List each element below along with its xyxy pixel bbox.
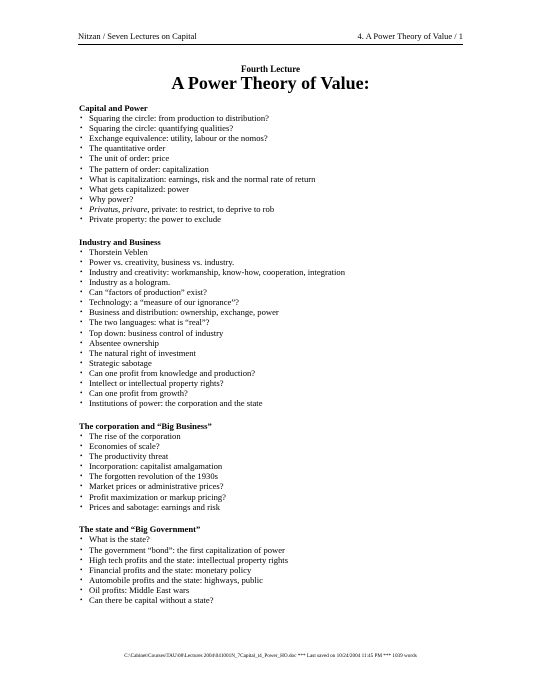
- item-text-italic: Privatus, privare,: [89, 203, 150, 214]
- item-text: The rise of the corporation: [89, 431, 181, 441]
- item-text: The unit of order: price: [89, 153, 170, 164]
- item-text: Power vs. creativity, business vs. industry.: [89, 256, 235, 267]
- bullet-icon: •: [80, 124, 83, 133]
- list-item: [79, 277, 479, 287]
- bullet-icon: •: [80, 555, 83, 564]
- bullet-icon: •: [80, 432, 83, 440]
- bullet-icon: •: [80, 545, 83, 554]
- bullet-icon: •: [80, 565, 83, 574]
- bullet-icon: •: [80, 399, 83, 408]
- list-item: [79, 431, 479, 441]
- bullet-icon: •: [80, 215, 83, 224]
- bullet-icon: •: [80, 368, 83, 377]
- bullet-icon: •: [80, 358, 83, 367]
- list-item: [79, 204, 479, 214]
- header-left: Nitzan / Seven Lectures on Capital: [78, 31, 197, 41]
- list-item: [79, 398, 479, 408]
- item-text: Economies of scale?: [89, 441, 160, 452]
- item-text: Private property: the power to exclude: [89, 214, 221, 225]
- item-text: Can one profit from growth?: [89, 388, 188, 399]
- section-heading: The state and “Big Government”: [79, 524, 201, 535]
- list-item: [79, 565, 479, 575]
- item-text: Intellect or intellectual property rights?: [89, 378, 224, 389]
- item-text: Top down: business control of industry: [89, 327, 224, 338]
- bullet-icon: •: [80, 338, 83, 347]
- bullet-list: [79, 534, 479, 605]
- item-text: High tech profits and the state: intellectual property rights: [89, 554, 289, 565]
- list-item: [79, 358, 479, 368]
- bullet-icon: •: [80, 257, 83, 266]
- header-right: 4. A Power Theory of Value / 1: [357, 31, 463, 41]
- item-text: What is capitalization: earnings, risk and the normal rate of return: [89, 173, 316, 184]
- list-item: [79, 184, 479, 194]
- list-item: [79, 338, 479, 348]
- list-item: [79, 317, 479, 327]
- item-text: Strategic sabotage: [89, 357, 152, 368]
- bullet-icon: •: [80, 144, 83, 153]
- list-item: [79, 194, 479, 204]
- bullet-icon: •: [80, 174, 83, 183]
- bullet-icon: •: [80, 502, 83, 511]
- bullet-icon: •: [80, 318, 83, 327]
- bullet-icon: •: [80, 308, 83, 317]
- bullet-icon: •: [80, 472, 83, 481]
- list-item: [79, 287, 479, 297]
- lecture-outline: [79, 103, 479, 618]
- list-item: [79, 595, 479, 605]
- bullet-icon: •: [80, 247, 83, 256]
- list-item: [79, 545, 479, 555]
- item-text: Squaring the circle: from production to distribution?: [89, 113, 269, 124]
- item-text-rest: private: to restrict, to deprive to rob: [149, 203, 275, 214]
- bullet-icon: •: [80, 575, 83, 584]
- bullet-icon: •: [80, 134, 83, 143]
- item-text: The natural right of investment: [89, 347, 196, 358]
- bullet-icon: •: [80, 164, 83, 173]
- bullet-icon: •: [80, 585, 83, 594]
- list-item: [79, 123, 479, 133]
- bullet-icon: •: [80, 114, 83, 123]
- bullet-icon: •: [80, 278, 83, 287]
- item-text: The productivity threat: [89, 451, 169, 462]
- bullet-icon: •: [80, 268, 83, 276]
- item-text: Exchange equivalence: utility, labour or the nomos?: [89, 133, 268, 144]
- list-item: [79, 348, 479, 358]
- list-item: [79, 471, 479, 481]
- outline-section: [79, 237, 479, 409]
- bullet-icon: •: [80, 288, 83, 297]
- list-item: [79, 555, 479, 565]
- list-item: [79, 575, 479, 585]
- item-text: Business and distribution: ownership, exchange, power: [89, 307, 279, 318]
- item-text: Can one profit from knowledge and production?: [89, 367, 256, 378]
- item-text: Thorstein Veblen: [89, 246, 148, 257]
- item-text: Industry and creativity: workmanship, know-how, cooperation, integration: [89, 267, 345, 277]
- bullet-icon: •: [80, 194, 83, 203]
- list-item: [79, 585, 479, 595]
- list-item: [79, 247, 479, 257]
- bullet-icon: •: [80, 452, 83, 461]
- bullet-icon: •: [80, 328, 83, 337]
- list-item: [79, 307, 479, 317]
- bullet-icon: •: [80, 596, 83, 604]
- item-text: Technology: a “measure of our ignorance”?: [89, 297, 239, 308]
- list-item: [79, 451, 479, 461]
- list-item: [79, 267, 479, 277]
- bullet-icon: •: [80, 154, 83, 163]
- item-text: Prices and sabotage: earnings and risk: [89, 501, 221, 512]
- list-item: [79, 388, 479, 398]
- section-heading: The corporation and “Big Business”: [79, 420, 212, 431]
- list-item: [79, 492, 479, 502]
- list-item: [79, 143, 479, 153]
- item-text: Industry as a hologram.: [89, 277, 171, 288]
- item-text: The two languages: what is “real”?: [89, 317, 210, 328]
- list-item: [79, 133, 479, 143]
- list-item: [79, 174, 479, 184]
- bullet-list: [79, 247, 479, 409]
- item-text: Why power?: [89, 193, 134, 204]
- bullet-icon: •: [80, 389, 83, 398]
- list-item: [79, 297, 479, 307]
- list-item: [79, 164, 479, 174]
- item-text: Can there be capital without a state?: [89, 595, 214, 605]
- item-text: Financial profits and the state: monetary policy: [89, 564, 252, 575]
- bullet-icon: •: [80, 462, 83, 471]
- lecture-subtitle: Fourth Lecture: [240, 64, 301, 74]
- bullet-list: [79, 113, 479, 224]
- page-title: A Power Theory of Value:: [171, 73, 370, 93]
- item-text: The pattern of order: capitalization: [89, 163, 209, 174]
- footer-file-path: C:\Cabinet\Courses\TAU\08\Lectures 2004\041001N_7Capital_t4_Power_HO.doc *** Last saved on 10/24/2004 11:45 PM *** 1039 words: [124, 653, 417, 659]
- list-item: [79, 502, 479, 512]
- item-text: The government “bond”: the first capitalization of power: [89, 544, 285, 555]
- list-item: [79, 461, 479, 471]
- running-header: [78, 31, 463, 45]
- list-item: [79, 378, 479, 388]
- item-text: Market prices or administrative prices?: [89, 481, 224, 492]
- outline-section: [79, 103, 479, 224]
- bullet-icon: •: [80, 492, 83, 501]
- list-item: [79, 481, 479, 491]
- item-text: What is the state?: [89, 534, 150, 545]
- item-text: What gets capitalized: power: [89, 183, 189, 194]
- item-text: Institutions of power: the corporation and the state: [89, 398, 263, 409]
- list-item: [79, 441, 479, 451]
- item-text: Squaring the circle: quantifying qualities?: [89, 123, 234, 134]
- section-heading: Industry and Business: [79, 236, 161, 247]
- bullet-icon: •: [80, 298, 83, 307]
- outline-section: [79, 524, 479, 605]
- list-item: [79, 153, 479, 163]
- item-text: Absentee ownership: [89, 337, 159, 348]
- bullet-icon: •: [80, 204, 83, 213]
- section-heading: Capital and Power: [79, 103, 148, 113]
- bullet-icon: •: [80, 442, 83, 451]
- bullet-icon: •: [80, 348, 83, 357]
- item-text: The quantitative order: [89, 143, 166, 154]
- item-text: Profit maximization or markup pricing?: [89, 491, 226, 502]
- outline-section: [79, 421, 479, 512]
- list-item: [79, 214, 479, 224]
- item-text: Incorporation: capitalist amalgamation: [89, 461, 223, 472]
- bullet-list: [79, 431, 479, 512]
- bullet-icon: •: [80, 379, 83, 388]
- bullet-icon: •: [80, 184, 83, 193]
- item-text: Can “factors of production” exist?: [89, 287, 207, 298]
- list-item: [79, 113, 479, 123]
- item-text: Oil profits: Middle East wars: [89, 584, 190, 595]
- item-text: The forgotten revolution of the 1930s: [89, 471, 218, 482]
- bullet-icon: •: [80, 482, 83, 491]
- list-item: [79, 328, 479, 338]
- bullet-icon: •: [80, 535, 83, 544]
- item-text: Automobile profits and the state: highways, public: [89, 574, 263, 585]
- list-item: [79, 534, 479, 544]
- list-item: [79, 368, 479, 378]
- list-item: [79, 257, 479, 267]
